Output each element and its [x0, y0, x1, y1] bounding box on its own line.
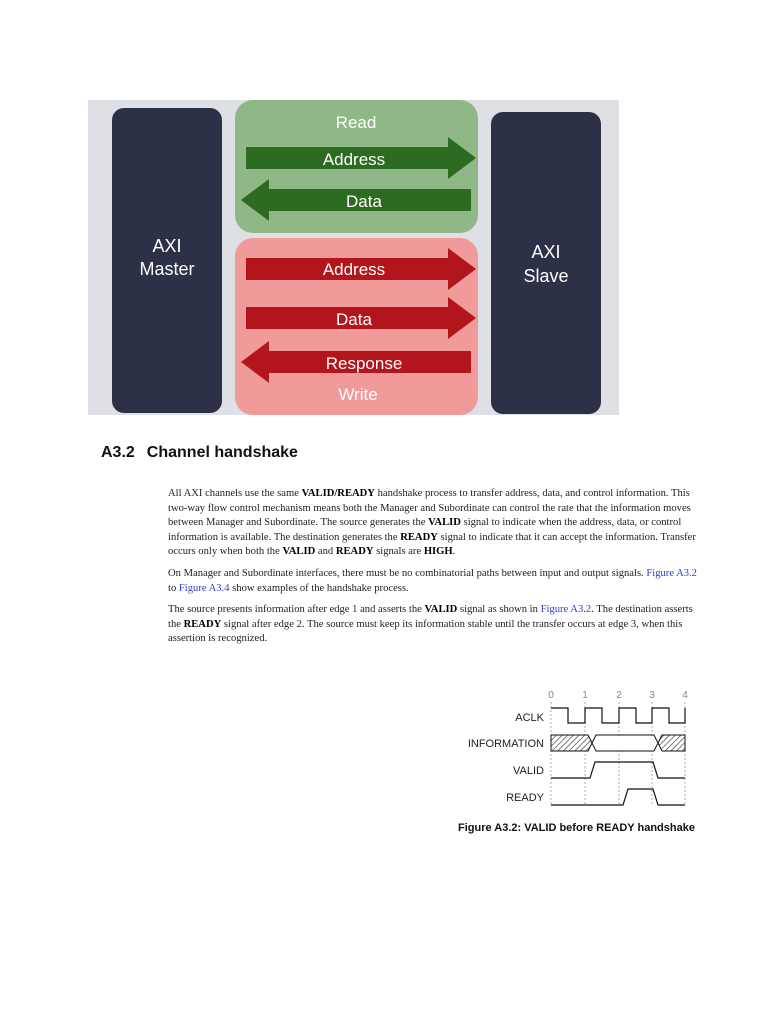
read-address-label: Address — [322, 150, 386, 169]
p2-text-2: to — [168, 582, 179, 594]
p1-text-1: All AXI channels use the same — [168, 488, 302, 499]
link-figure-a3-2[interactable]: Figure A3.2 — [646, 567, 697, 579]
edge-guides — [551, 702, 685, 806]
write-data-label: Data — [336, 310, 372, 329]
read-channel-title: Read — [335, 113, 377, 132]
edge-1: 1 — [582, 690, 588, 701]
p1-bold-5: READY — [335, 546, 374, 558]
p1-bold-6: HIGH — [423, 546, 453, 558]
section-heading — [101, 444, 298, 462]
p1-text-2: handshake process to transfer address, data, and control information. This two-way flow control mechanism means both the Manager and Subordinate can control the rate that the information moves between Manager and Subordinate. The source generates the — [168, 488, 691, 529]
read-data-label: Data — [346, 192, 382, 211]
section-title: Channel handshake — [146, 444, 298, 461]
information-waveform — [551, 735, 685, 751]
paragraph-2 — [168, 567, 704, 596]
signal-aclk-label: ACLK — [515, 712, 544, 724]
valid-waveform — [551, 762, 685, 778]
edge-4: 4 — [682, 690, 688, 701]
p2-text-3: show examples of the handshake process. — [229, 582, 409, 594]
aclk-waveform — [551, 708, 685, 723]
p3-text-2: signal as shown in — [457, 604, 541, 616]
axi-channel-diagram — [88, 100, 619, 415]
p2-text-1: On Manager and Subordinate interfaces, there must be no combinatorial paths between input and output signals. — [168, 567, 647, 579]
master-label-line2: Master — [139, 259, 195, 279]
figure-caption: Figure A3.2: VALID before READY handshake — [458, 822, 695, 834]
p1-text-7: . — [452, 546, 456, 558]
link-figure-a3-4[interactable]: Figure A3.4 — [178, 582, 230, 594]
section-number: A3.2 — [101, 444, 135, 461]
p1-text-5: and — [315, 546, 336, 558]
p1-bold-3: READY — [400, 531, 438, 543]
paragraph-3 — [168, 603, 704, 647]
signal-ready-label: READY — [506, 792, 544, 804]
paragraph-1 — [168, 487, 704, 560]
master-label-line1: AXI — [152, 236, 182, 256]
p1-bold-2: VALID — [428, 517, 461, 529]
edge-2: 2 — [616, 690, 622, 701]
p1-text-6: signals are — [373, 546, 424, 558]
p1-text-3: signal to indicate when the address, data, or control information is available. The destination generates the — [168, 517, 682, 543]
ready-waveform — [551, 789, 685, 805]
slave-label-line2: Slave — [523, 266, 569, 286]
p3-bold-1: VALID — [424, 604, 458, 616]
p3-text-4: signal after edge 2. The source must keep its information stable until the transfer occurs at edge 3, when this assertion is recognized. — [168, 618, 683, 645]
p1-bold-4: VALID — [282, 546, 316, 558]
timing-diagram — [456, 688, 706, 828]
write-address-label: Address — [322, 260, 386, 279]
write-channel-title: Write — [338, 385, 378, 404]
axi-diagram-svg — [88, 100, 619, 415]
timing-svg — [456, 688, 706, 818]
write-response-label: Response — [325, 354, 403, 373]
p1-bold-1: VALID/READY — [301, 488, 375, 499]
p3-text-3: . The destination asserts the — [168, 604, 693, 630]
p1-text-4: signal to indicate that it can accept the information. Transfer occurs only when both the — [168, 531, 696, 558]
slave-label-line1: AXI — [531, 242, 561, 262]
p3-text-1: The source presents information after edge 1 and asserts the — [168, 604, 425, 616]
p3-bold-2: READY — [183, 618, 222, 630]
edge-3: 3 — [649, 690, 655, 701]
signal-information-label: INFORMATION — [467, 738, 544, 750]
edge-0: 0 — [548, 690, 554, 701]
section-body — [168, 487, 704, 654]
link-figure-a3-2-inline[interactable]: Figure A3.2 — [540, 604, 592, 616]
axi-slave-block — [491, 112, 601, 414]
signal-valid-label: VALID — [513, 765, 544, 777]
